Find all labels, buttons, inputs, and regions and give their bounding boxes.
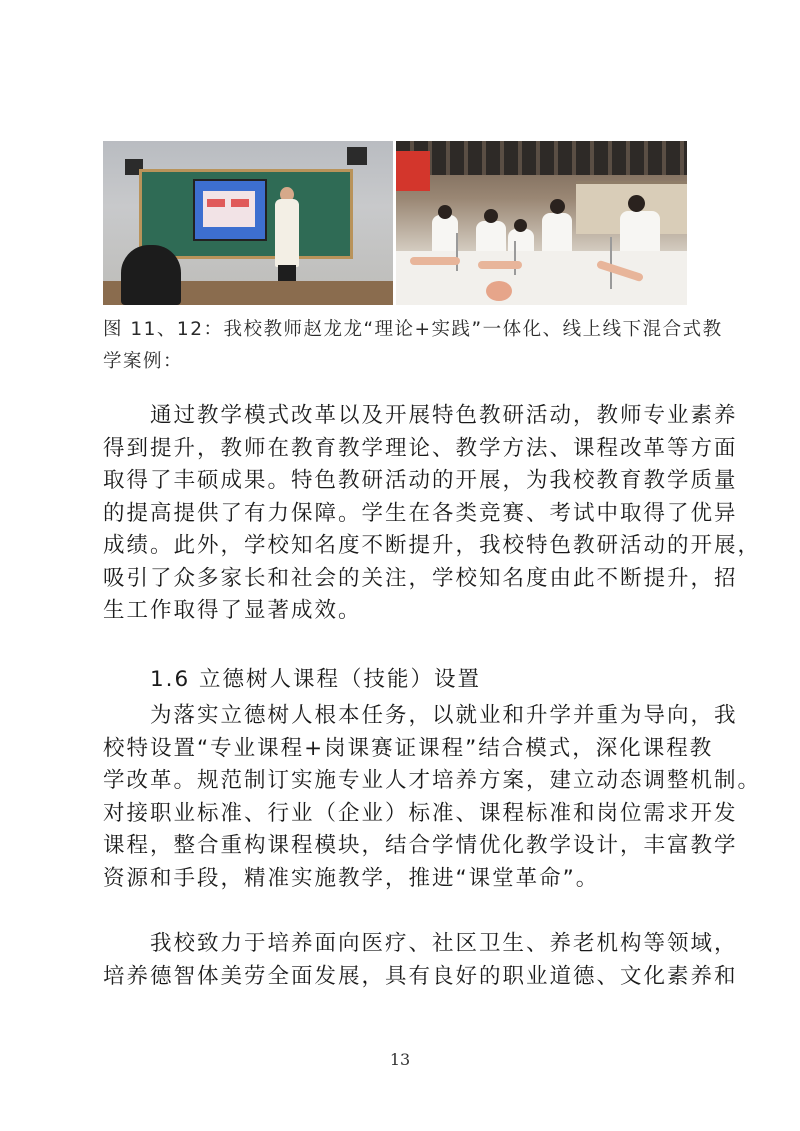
ceiling [396,141,687,175]
text-line: 为落实立德树人根本任务，以就业和升学并重为导向，我 [103,703,738,728]
speaker-right [347,147,367,165]
student-head [438,205,452,219]
teacher-body [275,199,299,267]
figure-caption [103,314,723,378]
model-arm [478,261,522,269]
student-head [628,195,645,212]
text-line: 资源和手段，精准实施教学，推进“课堂革命”。 [103,865,600,891]
model-arm [410,257,460,265]
paragraph-teaching-results [103,400,762,628]
paragraph-curriculum [103,700,762,895]
figure-photos [103,141,687,305]
text-line: 吸引了众多家长和社会的关注，学校知名度由此不断提升，招 [103,565,738,591]
projection-screen [193,179,267,241]
text-line: 我校致力于培养面向医疗、社区卫生、养老机构等领域， [103,931,738,956]
teacher-head [550,199,565,214]
section-heading: 1.6 立德树人课程（技能）设置 [150,667,482,692]
student-head [514,219,527,232]
text-line: 校特设置“专业课程+岗课赛证课程”结合模式，深化课程教 [103,735,714,761]
text-line: 培养德智体美劳全面发展，具有良好的职业道德、文化素养和 [103,963,738,989]
student-head [484,209,498,223]
text-line: 对接职业标准、行业（企业）标准、课程标准和岗位需求开发 [103,800,738,826]
text-line: 课程，整合重构课程模块，结合学情优化教学设计，丰富教学 [103,833,738,858]
page-number: 13 [389,1050,411,1069]
slide-content [203,191,255,227]
text-line: 的提高提供了有力保障。学生在各类竞赛、考试中取得了优异 [103,500,738,526]
red-flag [396,151,430,191]
iv-stand [456,233,458,271]
student-silhouette [121,245,181,305]
model-head [486,281,512,301]
slide-block-left [207,199,225,207]
caption-line: 学案例： [103,351,184,372]
slide-block-right [231,199,249,207]
text-line: 成绩。此外，学校知名度不断提升，我校特色教研活动的开展， [103,533,762,558]
classroom-lecture-photo [103,141,393,305]
paragraph-training-goals [103,928,738,993]
text-line: 通过教学模式改革以及开展特色教研活动，教师专业素养 [103,403,738,428]
text-line: 得到提升，教师在教育教学理论、教学方法、课程改革等方面 [103,435,738,461]
text-line: 生工作取得了显著成效。 [103,598,362,623]
practical-training-photo [396,141,687,305]
text-line: 取得了丰硕成果。特色教研活动的开展，为我校教育教学质量 [103,468,738,493]
text-line: 学改革。规范制订实施专业人才培养方案，建立动态调整机制。 [103,768,762,793]
iv-stand [514,241,516,275]
caption-line: 图 11、12：我校教师赵龙龙“理论+实践”一体化、线上线下混合式教 [103,319,723,340]
